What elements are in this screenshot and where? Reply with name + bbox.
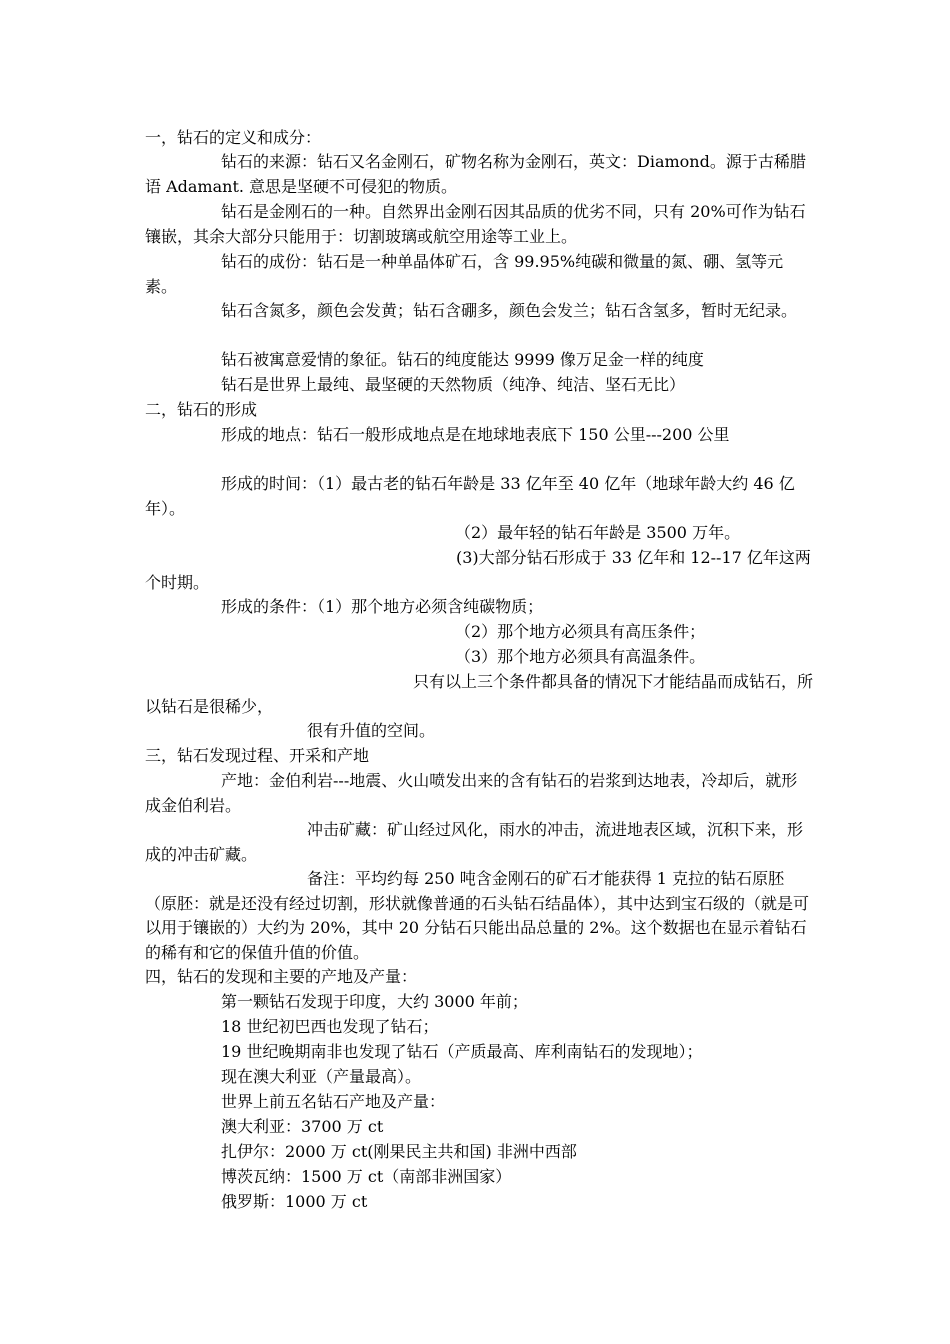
section-heading-3: 三，钻石发现过程、开采和产地 (145, 746, 370, 765)
paragraph: 备注：平均约每 250 吨含金刚石的矿石才能获得 1 克拉的钻石原胚（原胚：就是还没有经过切割，形状就像普通的石头钻石结晶体），其中达到宝石级的（就是可以用于镶嵌的）大约为 20%，其中 20 分钻石只能出品总量的 2%。这个数据也在显示着钻石的稀有和它的保值升值的价值。 (145, 869, 810, 962)
paragraph: 钻石是世界上最纯、最坚硬的天然物质（纯净、纯洁、坚石无比） (221, 375, 686, 394)
paragraph: （2）那个地方必须具有高压条件； (455, 622, 706, 641)
list-item: 现在澳大利亚（产量最高）。 (221, 1067, 422, 1086)
paragraph: 形成的时间：（1）最古老的钻石年龄是 33 亿年至 40 亿年（地球年龄大约 46 亿年）。 (145, 474, 795, 518)
list-item: 博茨瓦纳：1500 万 ct（南部非洲国家） (221, 1167, 512, 1186)
paragraph: 只有以上三个条件都具备的情况下才能结晶而成钻石，所以钻石是很稀少， (145, 672, 814, 716)
paragraph: 钻石的成份：钻石是一种单晶体矿石，含 99.95%纯碳和微量的氮、硼、氢等元素。 (145, 252, 784, 296)
list-item: 澳大利亚：3700 万 ct (221, 1117, 384, 1136)
paragraph: 形成的地点：钻石一般形成地点是在地球地表底下 150 公里---200 公里 (221, 425, 730, 444)
list-item: 第一颗钻石发现于印度，大约 3000 年前； (221, 992, 528, 1011)
list-item: 世界上前五名钻石产地及产量： (221, 1092, 446, 1111)
paragraph: (3)大部分钻石形成于 33 亿年和 12--17 亿年这两个时期。 (145, 548, 811, 592)
paragraph: 很有升值的空间。 (307, 721, 436, 740)
paragraph: （3）那个地方必须具有高温条件。 (455, 647, 706, 666)
section-heading-2: 二，钻石的形成 (145, 400, 258, 419)
paragraph: 钻石是金刚石的一种。自然界出金刚石因其品质的优劣不同，只有 20%可作为钻石镶嵌，其余大部分只能用于：切割玻璃或航空用途等工业上。 (145, 202, 806, 246)
list-item: 扎伊尔：2000 万 ct(刚果民主共和国) 非洲中西部 (221, 1142, 577, 1161)
paragraph: 钻石被寓意爱情的象征。钻石的纯度能达 9999 像万足金一样的纯度 (221, 350, 704, 369)
paragraph: 冲击矿藏：矿山经过风化，雨水的冲击，流进地表区域，沉积下来，形成的冲击矿藏。 (145, 820, 804, 864)
list-item: 19 世纪晚期南非也发现了钻石（产质最高、库利南钻石的发现地）； (221, 1042, 703, 1061)
paragraph: 钻石含氮多，颜色会发黄；钻石含硼多，颜色会发兰；钻石含氢多，暂时无纪录。 (221, 301, 798, 320)
section-heading-1: 一，钻石的定义和成分： (145, 128, 322, 147)
section-heading-4: 四，钻石的发现和主要的产地及产量： (145, 967, 418, 986)
list-item: 18 世纪初巴西也发现了钻石； (221, 1017, 439, 1036)
list-item: 俄罗斯：1000 万 ct (221, 1192, 368, 1211)
paragraph: 形成的条件：（1）那个地方必须含纯碳物质； (221, 597, 544, 616)
paragraph: 钻石的来源：钻石又名金刚石，矿物名称为金刚石，英文：Diamond。源于古稀腊语 Adamant. 意思是坚硬不可侵犯的物质。 (145, 152, 806, 196)
paragraph: 产地：金伯利岩---地震、火山喷发出来的含有钻石的岩浆到达地表，冷却后，就形成金伯利岩。 (145, 771, 798, 815)
paragraph: （2）最年轻的钻石年龄是 3500 万年。 (455, 523, 741, 542)
